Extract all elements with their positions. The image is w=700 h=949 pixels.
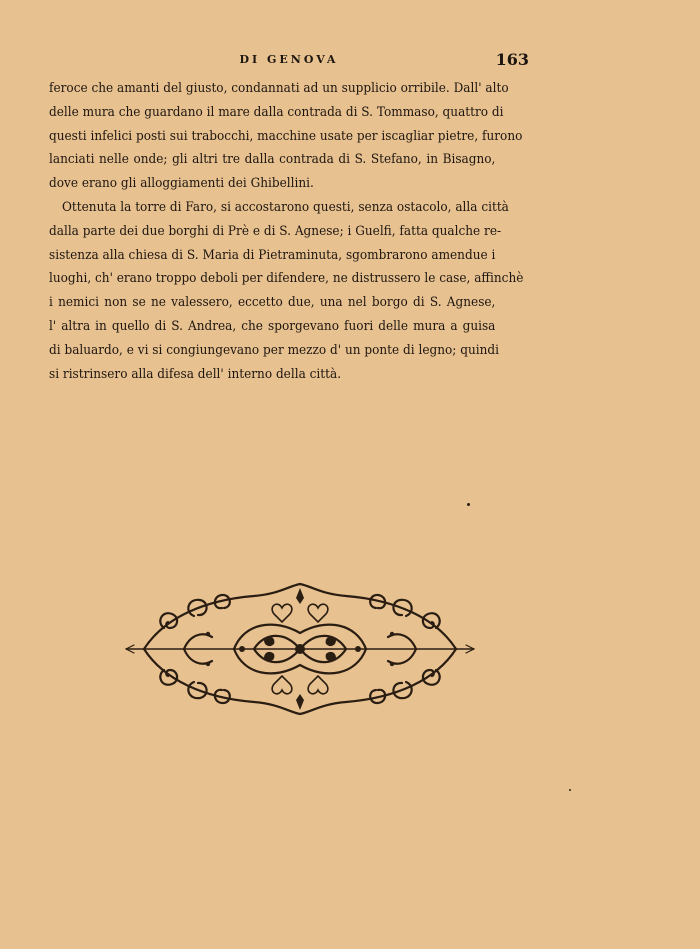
- text-line: di baluardo, e vi si congiungevano per mezzo d' un ponte di legno; quindi: [49, 342, 500, 358]
- paragraph-2: [49, 196, 524, 386]
- page-header: [49, 50, 529, 72]
- text-line: questi infelici posti sui trabocchi, macchine usate per iscagliar pietre, furono: [49, 128, 523, 144]
- text-line: sistenza alla chiesa di S. Maria di Pietraminuta, sgombrarono amendue i: [49, 247, 496, 263]
- text-line: i nemici non se ne valessero, eccetto due, una nel borgo di S. Agnese,: [49, 295, 496, 311]
- text-line: l' altra in quello di S. Andrea, che sporgevano fuori delle mura a guisa: [49, 318, 496, 334]
- text-line: luoghi, ch' erano troppo deboli per difendere, ne distrussero le case, affinchè: [49, 271, 524, 287]
- body-text: [49, 77, 524, 386]
- text-line: lanciati nelle onde; gli altri tre dalla contrada di S. Stefano, in Bisagno,: [49, 152, 496, 168]
- page-number: 163: [495, 50, 529, 69]
- text-line: dalla parte dei due borghi di Prè e di S. Agnese; i Guelfi, fatta qualche re-: [49, 223, 502, 239]
- ink-speck: [467, 503, 470, 506]
- ink-speck: [569, 789, 571, 791]
- text-line: si ristrinsero alla difesa dell' interno della città.: [49, 366, 342, 382]
- text-line: Ottenuta la torre di Faro, si accostarono questi, senza ostacolo, alla città: [62, 199, 509, 215]
- text-line: dove erano gli alloggiamenti dei Ghibellini.: [49, 176, 314, 192]
- running-title: DI GENOVA: [239, 53, 339, 66]
- floral-scroll-ornament-icon: [124, 578, 476, 720]
- text-line: delle mura che guardano il mare dalla contrada di S. Tommaso, quattro di: [49, 104, 504, 120]
- paragraph-1: [49, 77, 523, 196]
- text-line: feroce che amanti del giusto, condannati ad un supplicio orribile. Dall' alto: [49, 81, 509, 96]
